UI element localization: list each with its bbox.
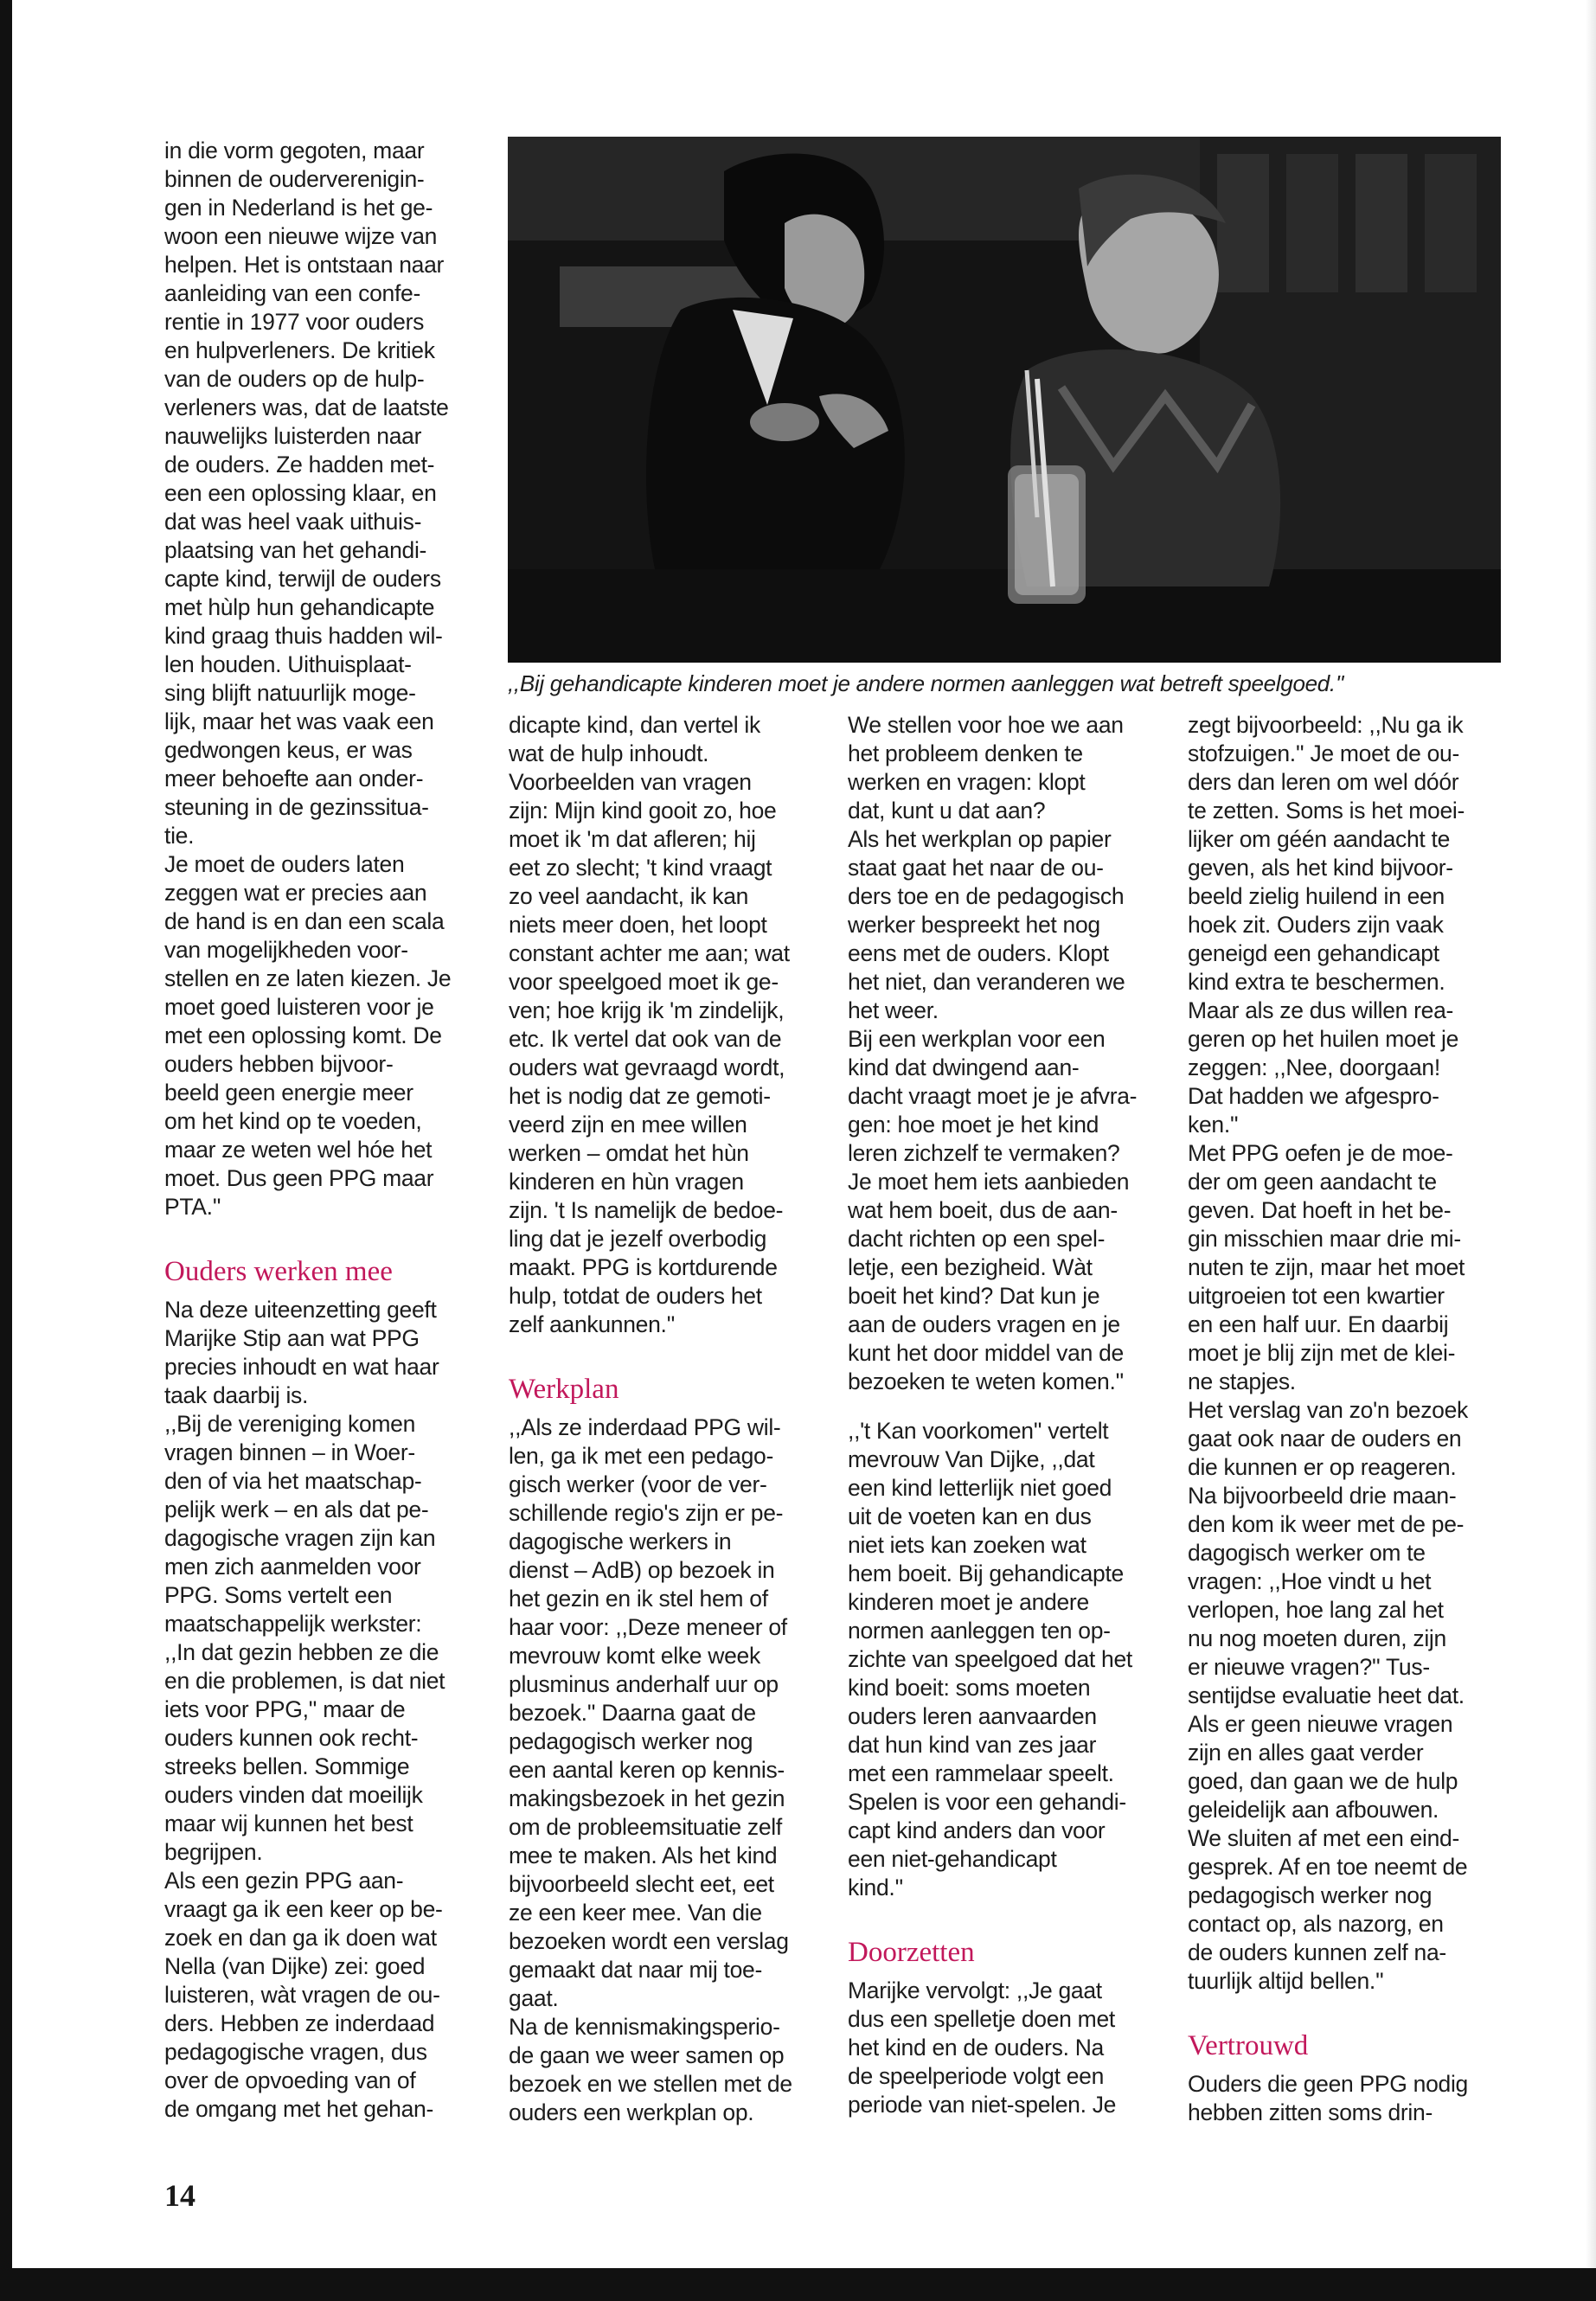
paragraph: Marijke vervolgt: ,,Je gaat dus een spelletje doen met het kind en de ouders. Na de speelperiode volgt een periode van niet-spelen. Je: [848, 1977, 1117, 2118]
paragraph: We stellen voor hoe we aan het probleem denken te werken en vragen: klopt dat, kunt u dat aan?: [848, 712, 1124, 824]
paragraph: Na deze uiteenzetting geeft Marijke Stip aan wat PPG precies inhoudt en wat haar taak daarbij is.: [164, 1297, 439, 1408]
text-column-1: [164, 137, 467, 2124]
scan-edge-right: [1586, 0, 1596, 2301]
scan-edge-left: [0, 0, 12, 2301]
photo-caption: ,,Bij gehandicapte kinderen moet je andere normen aanleggen wat betreft speelgoed.'': [508, 670, 1344, 696]
paragraph: dicapte kind, dan vertel ik wat de hulp inhoudt. Voorbeelden van vragen zijn: Mijn kind gooit zo, hoe moet ik 'm dat afleren; hij eet zo slecht; 't kind vraagt zo veel aandacht, ik kan niets meer doen, het loopt constant achter me aan; wat voor speelgoed moet ik ge- ven; hoe krijg ik 'm zindelijk, etc. Ik vertel dat ook van de ouders wat gevraagd wordt, het is nodig dat ze gemoti- veerd zijn en mee willen werken – omdat het hùn kinderen en hùn vragen zijn. 't Is namelijk de bedoe- ling dat je jezelf overbodig maakt. PPG is kortdurende hulp, totdat de ouders het zelf aankunnen.'': [509, 712, 790, 1337]
scan-edge-bottom: [0, 2268, 1596, 2301]
paragraph: Na de kennismakingsperio- de gaan we weer samen op bezoek en we stellen met de ouders een werkplan op.: [509, 2014, 792, 2125]
section-heading-ouders-werken-mee: Ouders werken mee: [164, 1256, 393, 1287]
section-heading-doorzetten: Doorzetten: [848, 1937, 975, 1968]
paragraph: zegt bijvoorbeeld: ,,Nu ga ik stofzuigen.'' Je moet de ou- ders dan leren om wel dóór te zetten. Soms is het moei- lijker om géén aandacht te geven, als het kind bijvoor- beeld zielig huilend in een hoek zit. Ouders zijn vaak geneigd een gehandicapt kind extra te beschermen. Maar als ze dus willen rea- geren op het huilen moet je zeggen: ,,Nee, doorgaan! Dat hadden we afgespro- ken.'': [1188, 712, 1465, 1138]
paragraph: ,,Bij de vereniging komen vragen binnen – in Woer- den of via het maatschap- pelijk werk – en als dat pe- dagogische vragen zijn kan men zich aanmelden voor PPG. Soms vertelt een maatschappelijk werkster: ,,In dat gezin hebben ze die en die problemen, is dat niet iets voor PPG,'' maar de ouders kunnen ook recht- streeks bellen. Sommige ouders vinden dat moeilijk maar wij kunnen het best begrijpen.: [164, 1411, 445, 1865]
paragraph: Je moet de ouders laten zeggen wat er precies aan de hand is en dan een scala van mogelijkheden voor- stellen en ze laten kiezen. Je moet goed luisteren voor je met een oplossing komt. De ouders hebben bijvoor- beeld geen energie meer om het kind op te voeden, maar ze weten wel hóe het moet. Dus geen PPG maar PTA.'': [164, 851, 452, 1220]
paragraph: in die vorm gegoten, maar binnen de ouderverenigin- gen in Nederland is het ge- woon een nieuwe wijze van helpen. Het is ontstaan naar aanleiding van een confe- rentie in 1977 voor ouders en hulpverleners. De kritiek van de ouders op de hulp- verleners was, dat de laatste nauwelijks luisterden naar de ouders. Ze hadden met- een een oplossing klaar, en dat was heel vaak uithuis- plaatsing van het gehandi- capte kind, terwijl de ouders met hùlp hun gehandicapte kind graag thuis hadden wil- len houden. Uithuisplaat- sing blijft natuurlijk moge- lijk, maar het was vaak een gedwongen keus, er was meer behoefte aan onder- steuning in de gezinssitua- tie.: [164, 138, 449, 849]
paragraph: Als het werkplan op papier staat gaat het naar de ou- ders toe en de pedagogisch werker bespreekt het nog eens met de ouders. Klopt het niet, dan veranderen we het weer.: [848, 826, 1125, 1023]
paragraph: ,,'t Kan voorkomen'' vertelt mevrouw Van Dijke, ,,dat een kind letterlijk niet goed uit de voeten kan en dus niet iets kan zoeken wat hem boeit. Bij gehandicapte kinderen moet je andere normen aanleggen ten op- zichte van speelgoed dat het kind boeit: soms moeten ouders leren aanvaarden dat hun kind van zes jaar met een rammelaar speelt. Spelen is voor een gehandi- capt kind anders dan voor een niet-gehandicapt kind.'': [848, 1418, 1132, 1900]
section-heading-vertrouwd: Vertrouwd: [1188, 2030, 1309, 2061]
page-number: 14: [164, 2178, 195, 2213]
text-column-2: [509, 711, 822, 2127]
text-column-4: [1188, 711, 1501, 2127]
paragraph: Met PPG oefen je de moe- der om geen aandacht te geven. Dat hoeft in het be- gin misschien maar drie mi- nuten te zijn, maar het moet uitgroeien tot een kwartier en een half uur. En daarbij moet je blij zijn met de klei- ne stapjes.: [1188, 1140, 1465, 1394]
section-heading-werkplan: Werkplan: [509, 1374, 619, 1405]
photo-mother-and-child: [508, 137, 1501, 663]
paragraph: Het verslag van zo'n bezoek gaat ook naar de ouders en die kunnen er op reageren. Na bijvoorbeeld drie maan- den kom ik weer met de pe- dagogisch werker om te vragen: ,,Hoe vindt u het verlopen, hoe lang zal het nu nog moeten duren, zijn er nieuwe vragen?'' Tus- sentijdse evaluatie heet dat. Als er geen nieuwe vragen zijn en alles gaat verder goed, dan gaan we de hulp geleidelijk aan afbouwen. We sluiten af met een eind- gesprek. Af en toe neemt de pedagogisch werker nog contact op, als nazorg, en de ouders kunnen zelf na- tuurlijk altijd bellen.'': [1188, 1397, 1468, 1994]
paragraph: Ouders die geen PPG nodig hebben zitten soms drin-: [1188, 2071, 1468, 2125]
paragraph: ,,Als ze inderdaad PPG wil- len, ga ik met een pedago- gisch werker (voor de ver- schillende regio's zijn er pe- dagogische werkers in dienst – AdB) op bezoek in het gezin en ik stel hem of haar voor: ,,Deze meneer of mevrouw komt elke week plusminus anderhalf uur op bezoek.'' Daarna gaat de pedagogisch werker nog een aantal keren op kennis- makingsbezoek in het gezin om de probleemsituatie zelf mee te maken. Als het kind bijvoorbeeld slecht eet, eet ze een keer mee. Van die bezoeken wordt een verslag gemaakt dat naar mij toe- gaat.: [509, 1414, 789, 2011]
text-column-3: [848, 711, 1161, 2119]
paragraph: Bij een werkplan voor een kind dat dwingend aan- dacht vraagt moet je je afvra- gen: hoe moet je het kind leren zichzelf te vermaken? Je moet hem iets aanbieden wat hem boeit, dus de aan- dacht richten op een spel- letje, een bezigheid. Wàt boeit het kind? Dat kun je aan de ouders vragen en je kunt het door middel van de bezoeken te weten komen.'': [848, 1026, 1138, 1394]
paragraph: Als een gezin PPG aan- vraagt ga ik een keer op be- zoek en dan ga ik doen wat Nella (van Dijke) zei: goed luisteren, wàt vragen de ou- ders. Hebben ze inderdaad pedagogische vragen, dus over de opvoeding van of de omgang met het gehan-: [164, 1868, 443, 2122]
